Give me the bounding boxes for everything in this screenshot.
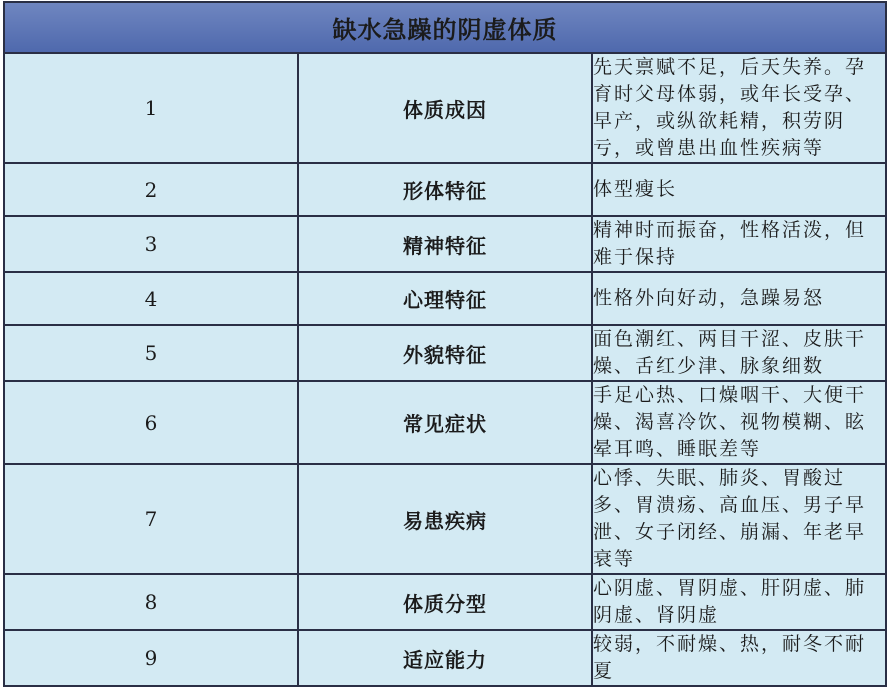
row-category: 心理特征 <box>298 272 592 325</box>
row-category: 常见症状 <box>298 381 592 464</box>
table-row <box>4 216 886 272</box>
row-number: 2 <box>4 163 298 216</box>
table-row <box>4 381 886 464</box>
row-category: 易患疾病 <box>298 464 592 574</box>
row-number: 4 <box>4 272 298 325</box>
table-row <box>4 163 886 216</box>
row-description: 体型瘦长 <box>592 163 886 216</box>
row-description: 手足心热、口燥咽干、大便干燥、渴喜冷饮、视物模糊、眩晕耳鸣、睡眠差等 <box>592 381 886 464</box>
row-category: 外貌特征 <box>298 325 592 381</box>
row-number: 6 <box>4 381 298 464</box>
row-category: 适应能力 <box>298 630 592 686</box>
row-description: 较弱，不耐燥、热，耐冬不耐夏 <box>592 630 886 686</box>
row-description: 精神时而振奋，性格活泼，但难于保持 <box>592 216 886 272</box>
table-row <box>4 464 886 574</box>
table-row <box>4 574 886 630</box>
row-number: 9 <box>4 630 298 686</box>
row-number: 8 <box>4 574 298 630</box>
table-row <box>4 630 886 686</box>
row-category: 体质分型 <box>298 574 592 630</box>
row-number: 5 <box>4 325 298 381</box>
row-description: 心悸、失眠、肺炎、胃酸过多、胃溃疡、高血压、男子早泄、女子闭经、崩漏、年老早衰等 <box>592 464 886 574</box>
table-title: 缺水急躁的阴虚体质 <box>4 2 886 53</box>
table-row <box>4 325 886 381</box>
row-category: 体质成因 <box>298 53 592 163</box>
title-row <box>4 2 886 53</box>
row-number: 1 <box>4 53 298 163</box>
row-number: 3 <box>4 216 298 272</box>
row-category: 精神特征 <box>298 216 592 272</box>
table-row <box>4 272 886 325</box>
row-number: 7 <box>4 464 298 574</box>
row-category: 形体特征 <box>298 163 592 216</box>
row-description: 面色潮红、两目干涩、皮肤干燥、舌红少津、脉象细数 <box>592 325 886 381</box>
table-row <box>4 53 886 163</box>
constitution-table <box>3 1 887 687</box>
row-description: 心阴虚、胃阴虚、肝阴虚、肺阴虚、肾阴虚 <box>592 574 886 630</box>
row-description: 先天禀赋不足，后天失养。孕育时父母体弱，或年长受孕、早产，或纵欲耗精，积劳阴亏，或曾患出血性疾病等 <box>592 53 886 163</box>
row-description: 性格外向好动，急躁易怒 <box>592 272 886 325</box>
